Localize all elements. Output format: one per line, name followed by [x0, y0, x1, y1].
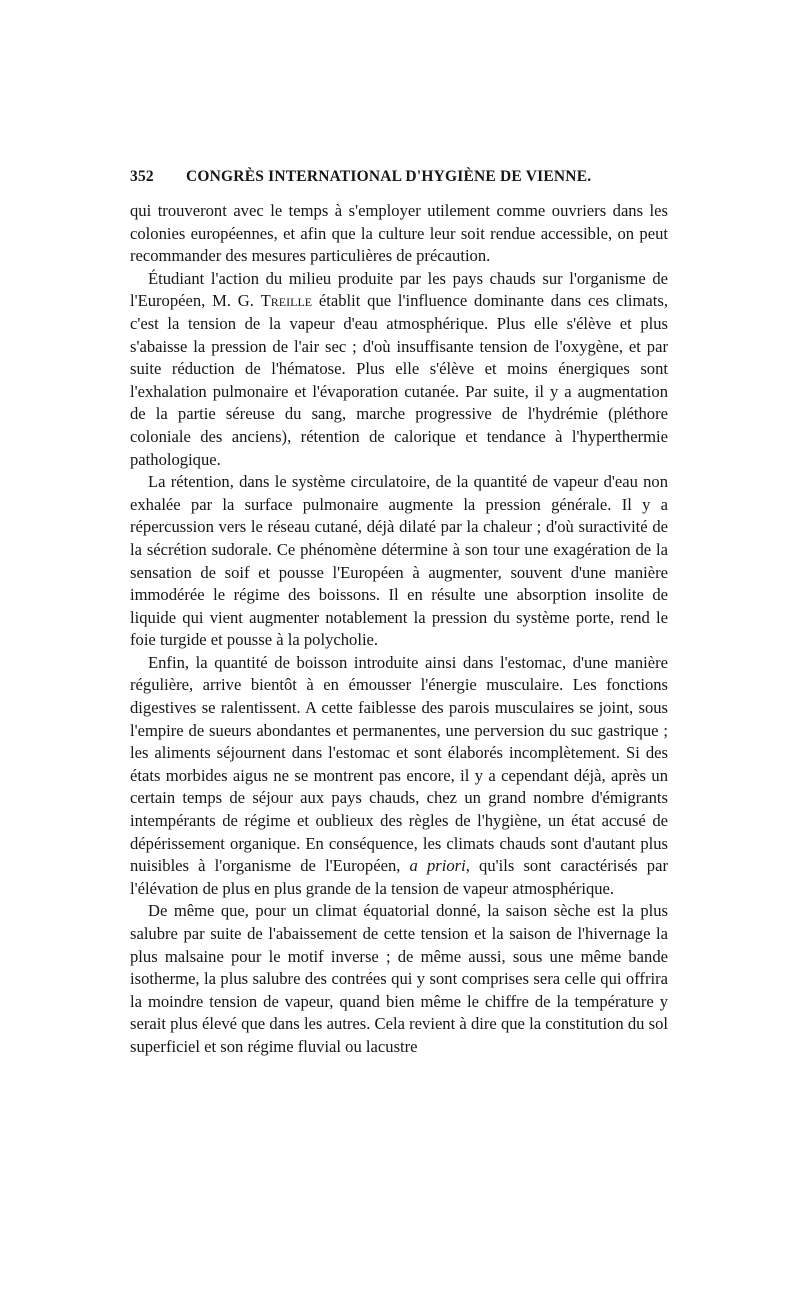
paragraph-text: Étudiant l'action du milieu produite par les pays chauds sur l'organisme de l'Européen, M. G. [130, 268, 668, 311]
paragraph-text: établit que l'influence dominante dans ces climats, c'est la tension de la vapeur d'eau atmosphérique. Plus elle s'élève et plus s'abaisse la pression de l'air sec ; d'où insuffisante tension de l'oxygène, et par suite réduction de l'hématose. Plus elle s'élève et moins énergiques sont l'exhalation pulmonaire et l'évaporation cutanée. Par suite, il y a augmentation de la partie séreuse du sang, marche progressive de l'hydrémie (pléthore coloniale des anciens), rétention de calorique et tendance à l'hyperthermie pathologique. [130, 291, 668, 469]
paragraph-de-meme: De même que, pour un climat équatorial donné, la saison sèche est la plus salubre par suite de l'abaissement de cette tension et la saison de l'hivernage la plus malsaine pour le motif inverse ; de même aussi, sous une même bande isotherme, la plus salubre des contrées qui y sont comprises sera celle qui offrira la moindre tension de vapeur, quand bien même le chiffre de la température y serait plus élevé que dans les autres. Cela revient à dire que la constitution du sol superficiel et son régime fluvial ou lacustre [130, 901, 668, 1056]
page-number: 352 [130, 168, 154, 185]
author-name: Treille [260, 291, 313, 311]
book-page [130, 168, 668, 1059]
paragraph-continuation: qui trouveront avec le temps à s'employer utilement comme ouvriers dans les colonies européennes, et afin que la culture leur soit rendue accessible, on peut recommander des mesures particulières de précaution. [130, 201, 668, 266]
running-title: CONGRÈS INTERNATIONAL D'HYGIÈNE DE VIENNE. [186, 168, 592, 185]
running-head [130, 168, 668, 194]
paragraph-text: Enfin, la quantité de boisson introduite ainsi dans l'estomac, d'une manière régulière, arrive bientôt à en émousser l'énergie musculaire. Les fonctions digestives se ralentissent. A cette faiblesse des parois musculaires se joint, sous l'empire de sueurs abondantes et permanentes, une perversion du suc gastrique ; les aliments séjournent dans l'estomac et sont élaborés incomplètement. Si des états morbides aigus ne se montrent pas encore, il y a cependant déjà, après un certain temps de séjour aux pays chauds, chez un grand nombre d'émigrants intempérants de régime et oublieux des règles de l'hygiène, un état accusé de dépérissement organique. En conséquence, les climats chauds sont d'autant plus nuisibles à l'organisme de l'Européen, [130, 652, 668, 876]
paragraph-enfin [130, 652, 668, 901]
paragraph-treille [130, 268, 668, 471]
paragraph-text: , qu'ils sont caractérisés par l'élévation de plus en plus grande de la tension de vapeur atmosphérique. [130, 856, 668, 898]
paragraph-retention: La rétention, dans le système circulatoire, de la quantité de vapeur d'eau non exhalée par la surface pulmonaire augmente la pression générale. Il y a répercussion vers le réseau cutané, déjà dilaté par la chaleur ; d'où suractivité de la sécrétion sudorale. Ce phénomène détermine à son tour une exagération de la sensation de soif et pousse l'Européen à augmenter, souvent d'une manière immodérée le régime des boissons. Il en résulte une absorption insolite de liquide qui vient augmenter notablement la pression du système porte, rend le foie turgide et pousse à la polycholie. [130, 472, 668, 650]
italic-phrase: a priori [409, 856, 466, 876]
